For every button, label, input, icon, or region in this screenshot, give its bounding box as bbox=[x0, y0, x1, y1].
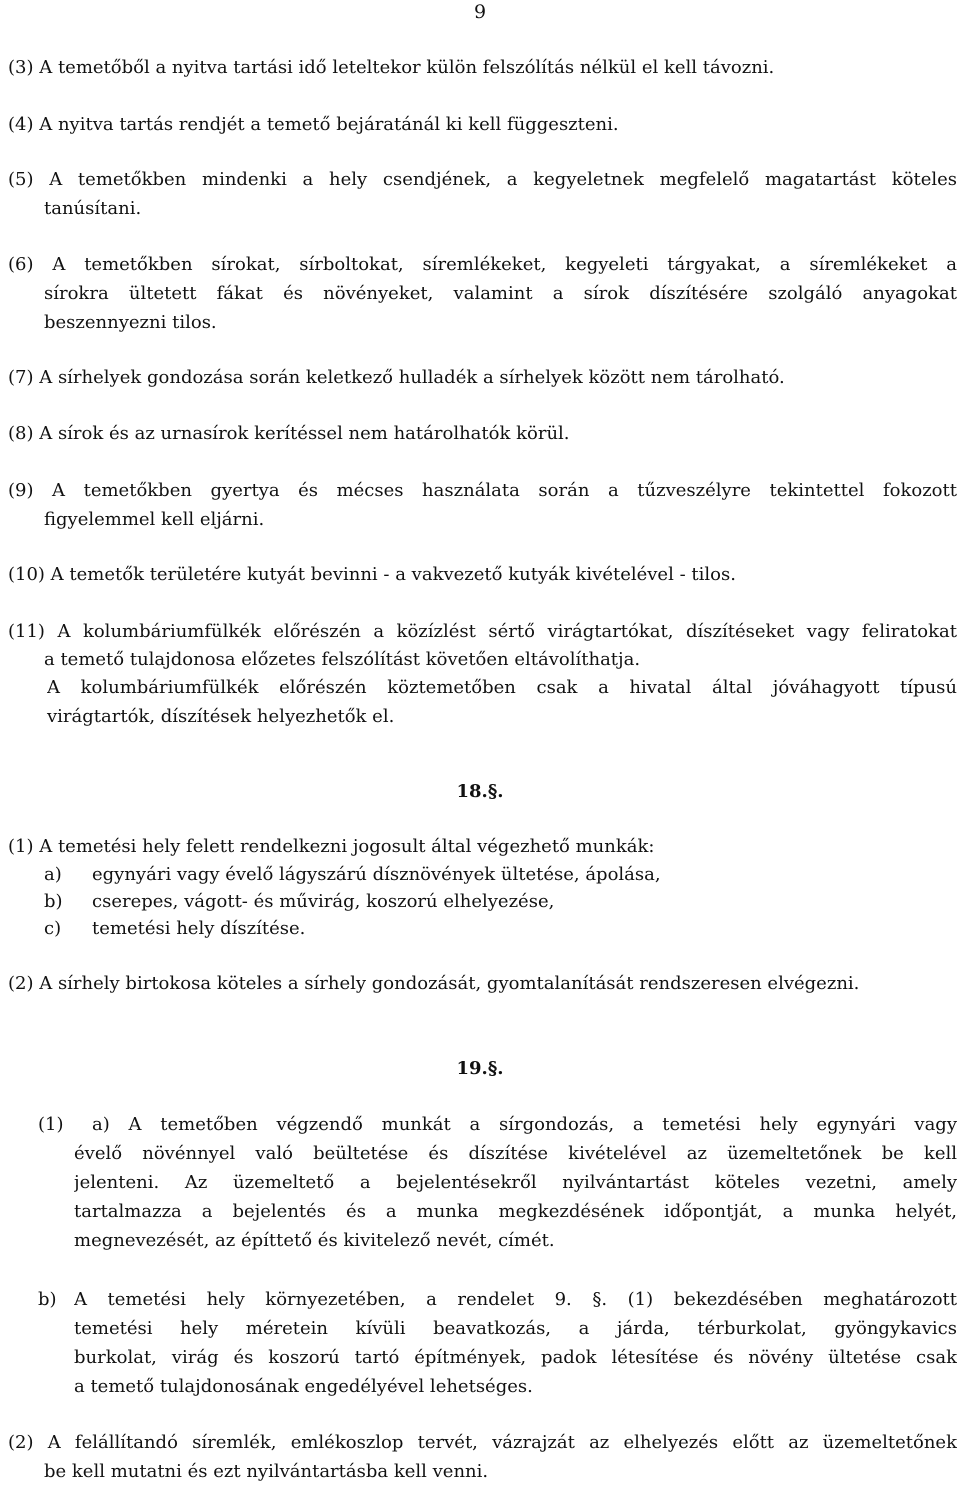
list-item-c-text: temetési hely díszítése. bbox=[92, 918, 306, 939]
section-19-paragraph-1a-line-4: tartalmazza a bejelentés és a munka megkezdésének időpontját, a munka helyét, bbox=[74, 1201, 957, 1222]
section-18-paragraph-1: (1) A temetési hely felett rendelkezni jogosult által végezhető munkák: bbox=[8, 836, 655, 857]
paragraph-11-line-4: virágtartók, díszítések helyezhetők el. bbox=[47, 706, 395, 727]
list-item-a-mark: a) bbox=[44, 864, 62, 885]
section-19-paragraph-2-line-1: (2) A felállítandó síremlék, emlékoszlop tervét, vázrajzát az elhelyezés előtt az üzemeltetőnek bbox=[8, 1432, 957, 1453]
paragraph-6-line-3: beszennyezni tilos. bbox=[44, 312, 217, 333]
section-19-paragraph-1-number: (1) bbox=[38, 1114, 64, 1135]
paragraph-5-line-2: tanúsítani. bbox=[44, 198, 142, 219]
paragraph-4: (4) A nyitva tartás rendjét a temető bejáratánál ki kell függeszteni. bbox=[8, 114, 619, 135]
page-number: 9 bbox=[473, 1, 487, 23]
paragraph-3: (3) A temetőből a nyitva tartási idő leteltekor külön felszólítás nélkül el kell távozni. bbox=[8, 57, 775, 78]
paragraph-11-line-1: (11) A kolumbáriumfülkék előrészén a közízlést sértő virágtartókat, díszítéseket vagy feliratokat bbox=[8, 621, 957, 642]
section-19-paragraph-1b-line-4: a temető tulajdonosának engedélyével lehetséges. bbox=[74, 1376, 533, 1397]
section-19-paragraph-1b-line-2: temetési hely méretein kívüli beavatkozás, a járda, térburkolat, gyöngykavics bbox=[74, 1318, 957, 1339]
section-19-paragraph-1a-line-2: évelő növénnyel való beültetése és díszítése kivételével az üzemeltetőnek be kell bbox=[74, 1143, 957, 1164]
paragraph-5-line-1: (5) A temetőkben mindenki a hely csendjének, a kegyeletnek megfelelő magatartást köteles bbox=[8, 169, 957, 190]
list-item-b-mark: b) bbox=[44, 891, 63, 912]
list-item-c-mark: c) bbox=[44, 918, 62, 939]
paragraph-6-line-1: (6) A temetőkben sírokat, sírboltokat, síremlékeket, kegyeleti tárgyakat, a síremlékeket a bbox=[8, 254, 957, 275]
section-19-paragraph-1b-mark: b) bbox=[38, 1289, 57, 1310]
section-19-heading: 19.§. bbox=[456, 1058, 504, 1079]
paragraph-11-line-2: a temető tulajdonosa előzetes felszólítást követően eltávolíthatja. bbox=[44, 649, 641, 670]
paragraph-9-line-1: (9) A temetőkben gyertya és mécses használata során a tűzveszélyre tekintettel fokozott bbox=[8, 480, 957, 501]
paragraph-8: (8) A sírok és az urnasírok kerítéssel nem határolhatók körül. bbox=[8, 423, 570, 444]
section-18-paragraph-2: (2) A sírhely birtokosa köteles a sírhely gondozását, gyomtalanítását rendszeresen elvégezni. bbox=[8, 973, 860, 994]
section-19-paragraph-1b-line-1: A temetési hely környezetében, a rendelet 9. §. (1) bekezdésében meghatározott bbox=[74, 1289, 957, 1310]
paragraph-11-line-3: A kolumbáriumfülkék előrészén köztemetőben csak a hivatal által jóváhagyott típusú bbox=[47, 677, 957, 698]
paragraph-10: (10) A temetők területére kutyát bevinni - a vakvezető kutyák kivételével - tilos. bbox=[8, 564, 736, 585]
section-18-heading: 18.§. bbox=[456, 781, 504, 802]
list-item-a-text: egynyári vagy évelő lágyszárú dísznövények ültetése, ápolása, bbox=[92, 864, 661, 885]
section-19-paragraph-1a-line-3: jelenteni. Az üzemeltető a bejelentésekről nyilvántartást köteles vezetni, amely bbox=[74, 1172, 957, 1193]
paragraph-7: (7) A sírhelyek gondozása során keletkező hulladék a sírhelyek között nem tárolható. bbox=[8, 367, 785, 388]
section-19-paragraph-1b-line-3: burkolat, virág és koszorú tartó építmények, padok létesítése és növény ültetése csak bbox=[74, 1347, 957, 1368]
paragraph-9-line-2: figyelemmel kell eljárni. bbox=[44, 509, 265, 530]
list-item-b-text: cserepes, vágott- és művirág, koszorú elhelyezése, bbox=[92, 891, 555, 912]
section-19-paragraph-1a-line-1: a) A temetőben végzendő munkát a sírgondozás, a temetési hely egynyári vagy bbox=[92, 1114, 957, 1135]
section-19-paragraph-1a-line-5: megnevezését, az építtető és kivitelező nevét, címét. bbox=[74, 1230, 555, 1251]
paragraph-6-line-2: sírokra ültetett fákat és növényeket, valamint a sírok díszítésére szolgáló anyagokat bbox=[44, 283, 957, 304]
section-19-paragraph-2-line-2: be kell mutatni és ezt nyilvántartásba kell venni. bbox=[44, 1461, 489, 1482]
